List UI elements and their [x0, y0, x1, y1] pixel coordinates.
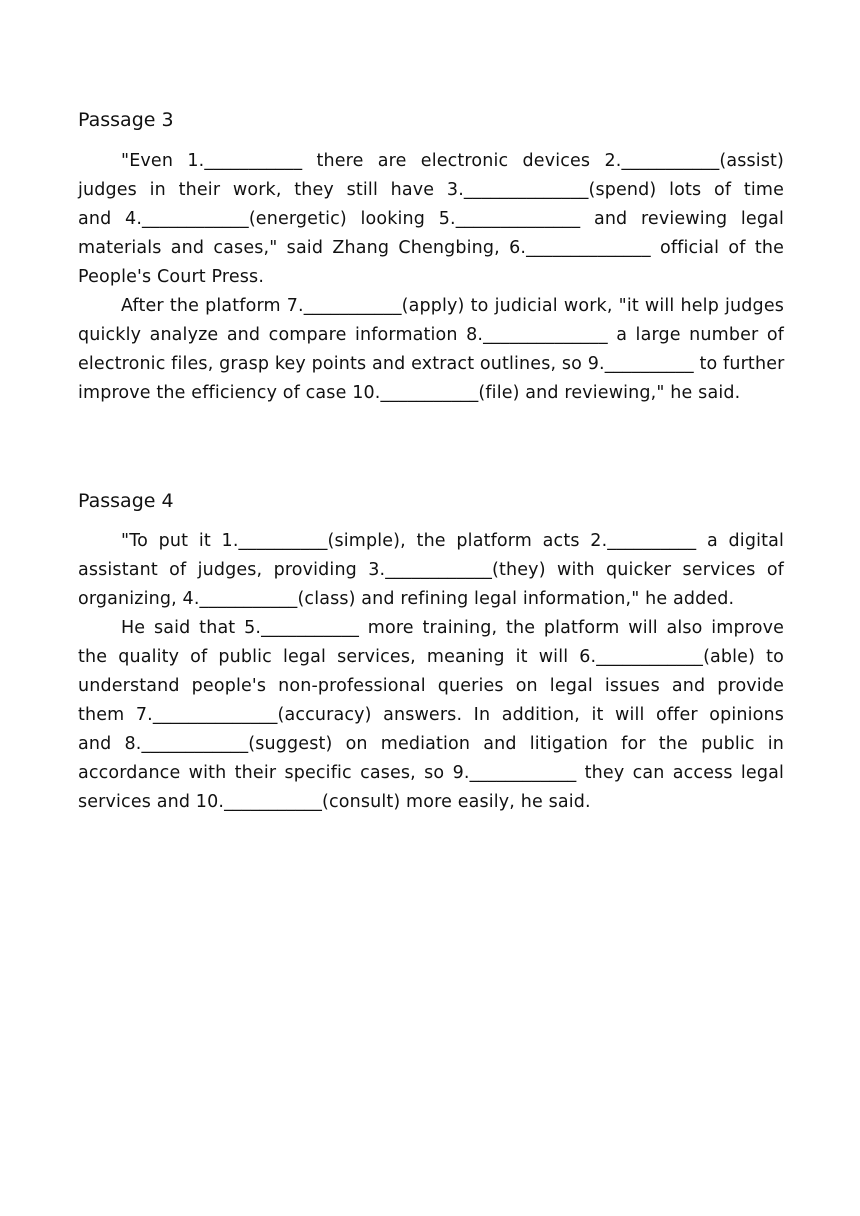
- passage-3-p2-line: improve the efficiency of case 10.___________(file) and reviewing," he said.: [78, 383, 741, 403]
- passage-3-p1-line: and 4.____________(energetic) looking 5.______________ and reviewing legal: [78, 209, 784, 229]
- passage-4-p1-line: assistant of judges, providing 3.____________(they) with quicker services of: [78, 560, 784, 580]
- passage-3-p1-line: judges in their work, they still have 3.______________(spend) lots of time: [78, 180, 784, 200]
- passage-3-paragraph-2: [78, 292, 784, 408]
- passage-3-p2-line: electronic files, grasp key points and extract outlines, so 9.__________ to further: [78, 354, 785, 374]
- passage-4-paragraph-2: [78, 614, 784, 817]
- passage-3-paragraph-1: [78, 147, 784, 292]
- passage-3-p1-line: People's Court Press.: [78, 267, 265, 287]
- passage-3-p1-line: materials and cases," said Zhang Chengbing, 6.______________ official of the: [78, 238, 784, 258]
- passage-4-p1-line: organizing, 4.___________(class) and refining legal information," he added.: [78, 589, 735, 609]
- passage-4-p2-line: accordance with their specific cases, so 9.____________ they can access legal: [78, 763, 784, 783]
- passage-4-p1-line: "To put it 1.__________(simple), the platform acts 2.__________ a digital: [121, 531, 784, 551]
- passage-3-p2-line: After the platform 7.___________(apply) to judicial work, "it will help judges: [121, 296, 784, 316]
- passage-4-paragraph-1: [78, 527, 784, 614]
- passage-4-p2-line: He said that 5.___________ more training, the platform will also improve: [121, 618, 784, 638]
- passage-4-p2-line: understand people's non-professional queries on legal issues and provide: [78, 676, 784, 696]
- passage-3-p2-line: quickly analyze and compare information 8.______________ a large number of: [78, 325, 784, 345]
- passage-4-title: Passage 4: [78, 490, 174, 512]
- passage-4-p2-line: services and 10.___________(consult) more easily, he said.: [78, 792, 591, 812]
- passage-4-p2-line: the quality of public legal services, meaning it will 6.____________(able) to: [78, 647, 784, 667]
- passage-3-title: Passage 3: [78, 109, 174, 131]
- passage-4-p2-line: and 8.____________(suggest) on mediation and litigation for the public in: [78, 734, 784, 754]
- passage-4-p2-line: them 7.______________(accuracy) answers. In addition, it will offer opinions: [78, 705, 784, 725]
- passage-3-p1-line: "Even 1.___________ there are electronic devices 2.___________(assist): [121, 151, 784, 171]
